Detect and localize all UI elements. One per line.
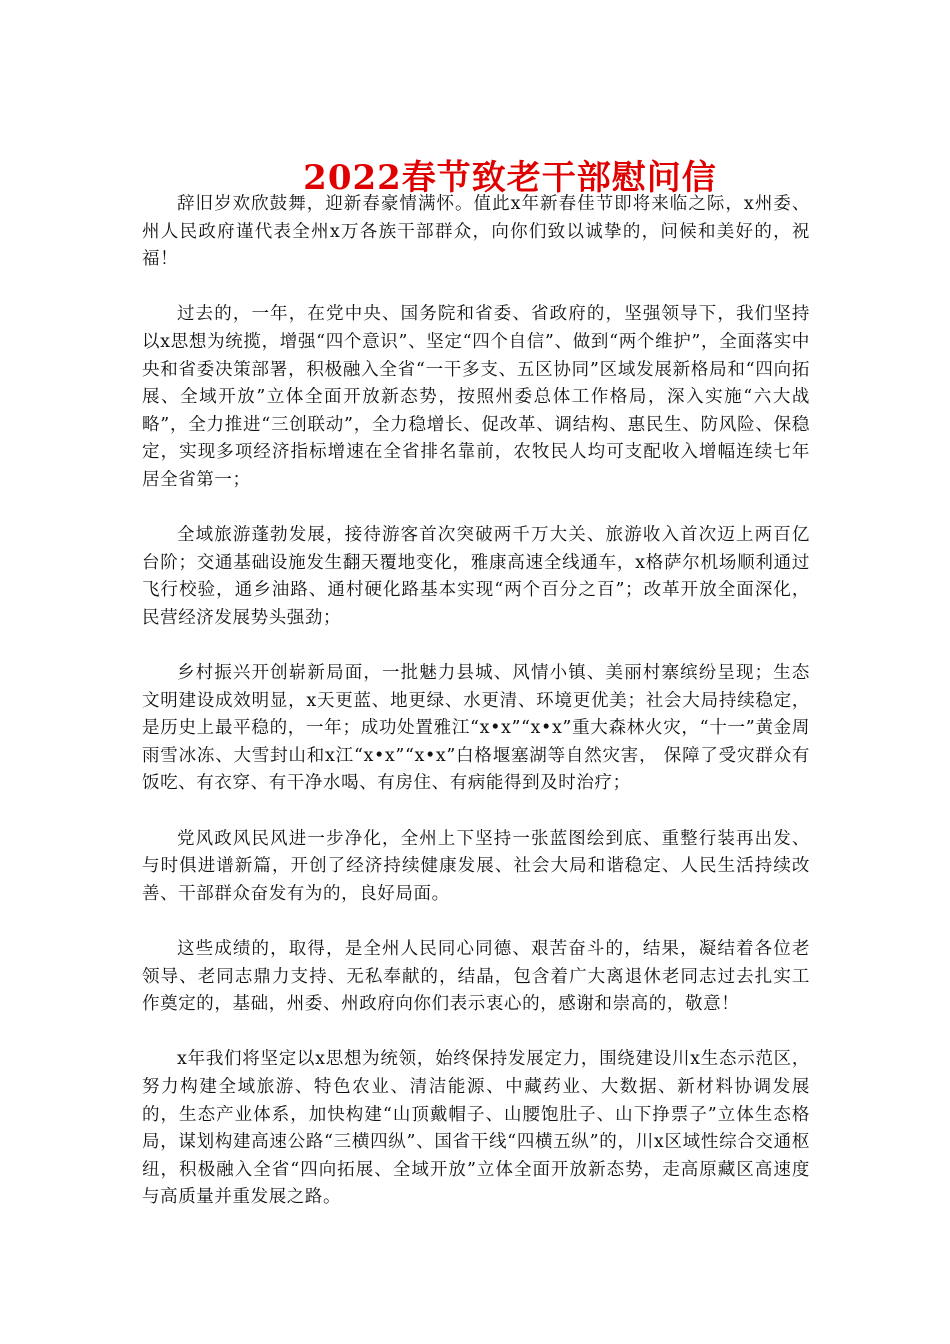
paragraph-tourism-transport: 全域旅游蓬勃发展，接待游客首次突破两千万大关、旅游收入首次迈上两百亿台阶；交通基础设施发生翻天覆地变化，雅康高速全线通车，x格萨尔机场顺利通过飞行校验，通乡油路、通村硬化路基本实现“两个百分之百”；改革开放全面深化，民营经济发展势头强劲； <box>142 525 810 628</box>
letter-body <box>142 191 810 1240</box>
paragraph-greeting: 辞旧岁欢欣鼓舞，迎新春豪情满怀。值此x年新春佳节即将来临之际，x州委、州人民政府谨代表全州x万各族干部群众，向你们致以诚挚的，问候和美好的，祝福！ <box>142 194 810 270</box>
paragraph-past-year: 过去的，一年，在党中央、国务院和省委、省政府的，坚强领导下，我们坚持以x思想为统揽，增强“四个意识”、坚定“四个自信”、做到“两个维护”，全面落实中央和省委决策部署，积极融入全省“一干多支、五区协同”区域发展新格局和“四向拓展、全域开放”立体全面开放新态势，按照州委总体工作格局，深入实施“六大战略”，全力推进“三创联动”，全力稳增长、促改革、调结构、惠民生、防风险、保稳定，实现多项经济指标增速在全省排名靠前，农牧民人均可支配收入增幅连续七年居全省第一； <box>142 304 810 490</box>
paragraph-rural-revitalization: 乡村振兴开创崭新局面，一批魅力县城、风情小镇、美丽村寨缤纷呈现；生态文明建设成效明显，x天更蓝、地更绿、水更清、环境更优美；社会大局持续稳定，是历史上最平稳的，一年；成功处置雅江“x•x”“x•x”重大森林火灾，“十一”黄金周雨雪冰冻、大雪封山和x江“x•x”“x•x”白格堰塞湖等自然灾害， 保障了受灾群众有饭吃、有衣穿、有干净水喝、有房住、有病能得到及时治疗； <box>142 663 810 794</box>
paragraph-party-conduct: 党风政风民风进一步净化，全州上下坚持一张蓝图绘到底、重整行装再出发、与时俱进谱新篇，开创了经济持续健康发展、社会大局和谐稳定、人民生活持续改善、干部群众奋发有为的，良好局面。 <box>142 828 810 904</box>
letter-title: 2022春节致老干部慰问信 <box>303 158 717 198</box>
paragraph-achievements-thanks: 这些成绩的，取得，是全州人民同心同德、艰苦奋斗的，结果，凝结着各位老领导、老同志鼎力支持、无私奉献的，结晶，包含着广大离退休老同志过去扎实工作奠定的，基础，州委、州政府向你们表示衷心的，感谢和崇高的，敬意！ <box>142 939 810 1015</box>
paragraph-next-year-plan: x年我们将坚定以x思想为统领，始终保持发展定力，围绕建设川x生态示范区，努力构建全域旅游、特色农业、清洁能源、中藏药业、大数据、新材料协调发展的，生态产业体系，加快构建“山顶戴帽子、山腰饱肚子、山下挣票子”立体生态格局，谋划构建高速公路“三横四纵”、国省干线“四横五纵”的，川x区域性综合交通枢纽，积极融入全省“四向拓展、全域开放”立体全面开放新态势，走高原藏区高速度与高质量并重发展之路。 <box>142 1049 810 1208</box>
